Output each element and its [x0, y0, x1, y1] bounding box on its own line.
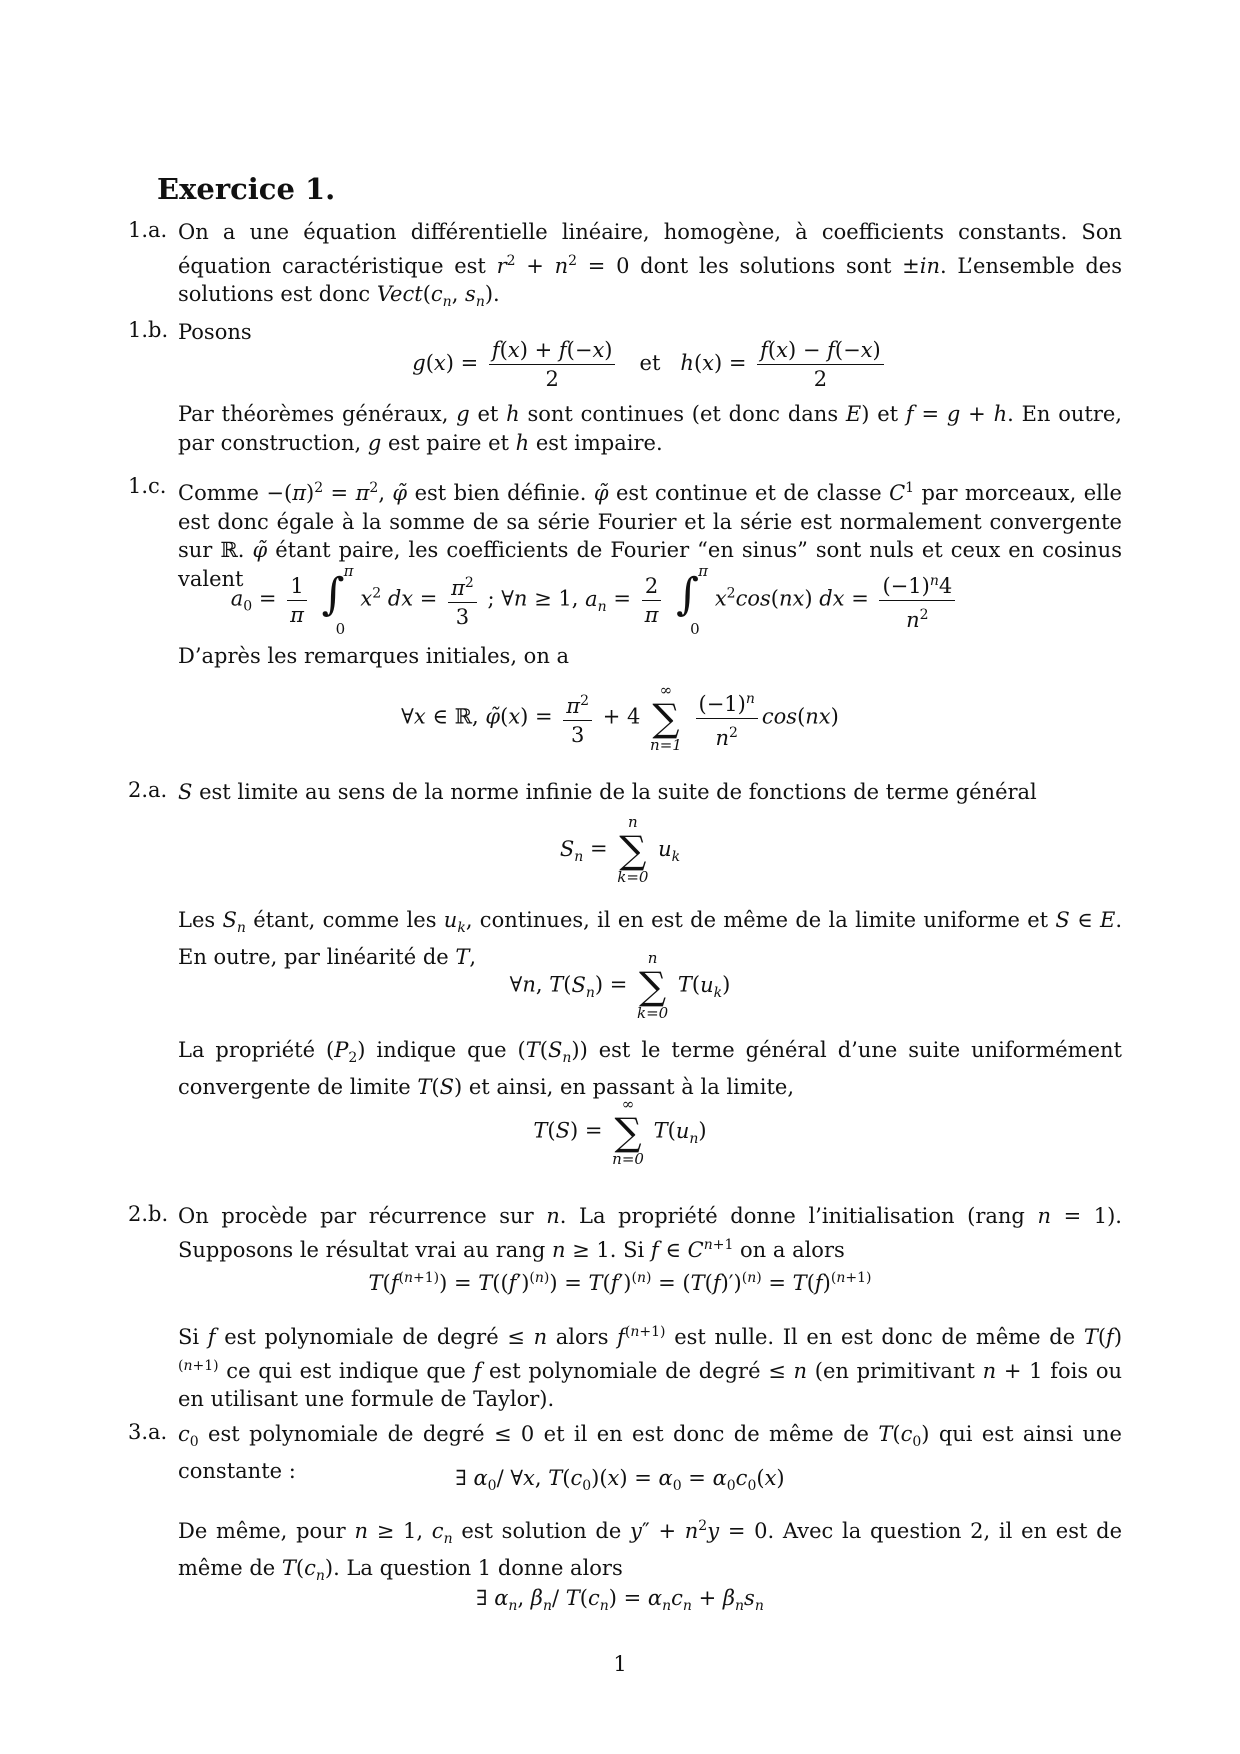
equation-fourier-coefficients: $a_0$ = $\frac{1}{\pi}$ ∫ π 0 $x^2$ dx = $\frac{\pi^2}{3}$ ; ∀n ≥ 1, $a_n$ = $\frac{2}{\pi}$ ∫ π 0 $x^2\cos(nx)$ dx = $\frac{(-1)^n4}{n^2}$ — [0, 566, 1215, 634]
paragraph-2b-continued: Si f est polynomiale de degré ≤ n alors $f^{(n+1)}$ est nulle. Il en est donc de même de $T(f)^{(n+1)}$ ce qui est indique que f est polynomiale de degré ≤ n (en primitivant n + 1 fois ou en utilisant une formule de Taylor). — [178, 1324, 1123, 1411]
equation-derivatives: $T(f^{(n+1)}) = T((f')^{(n)}) = T(f')^{(n)} = (T(f)')^{(n)} = T(f)^{(n+1)}$ — [368, 1270, 872, 1295]
item-label-1c: 1.c. — [128, 474, 167, 498]
paragraph-2b: On procède par récurrence sur n. La propriété donne l’initialisation (rang n = 1). Supposons le résultat vrai au rang n ≥ 1. Si f ∈ $C^{n+1}$ on a alors — [178, 1204, 1122, 1262]
equation-alpha-beta: ∃ $\alpha_n$, $\beta_n/$ $T(c_n) = \alpha_nc_n + \beta_ns_n$ — [476, 1586, 764, 1615]
equation-limit: T(S) = ∞ ∑ n=0 $T(u_n)$ — [533, 1095, 707, 1168]
paragraph-3a-continued: De même, pour n ≥ 1, $c_n$ est solution de $y'' + n^2y = 0$. Avec la question 2, il en est de même de $T(c_n)$. La question 1 donne alors — [178, 1518, 1123, 1584]
page-number: 1 — [613, 1652, 627, 1676]
paragraph-1c: Comme $-(\pi)^2 = \pi^2$, φ̃ est bien définie. φ̃ est continue et de classe $C^1$ par morceaux, elle est donc égale à la somme de sa série Fourier et la série est normalement convergente sur ℝ. φ̃ étant paire, les coefficients de Fourier “en sinus” sont nuls et ceux en cosinus valent — [178, 480, 1122, 591]
item-label-3a: 3.a. — [128, 1420, 168, 1444]
equation-linearity: ∀n, $T(S_n)$ = n ∑ k=0 $T(u_k)$ — [509, 949, 731, 1022]
paragraph-2a-continued: Les $S_n$ étant, comme les $u_k$, continues, il en est de même de la limite uniforme et S ∈ E. En outre, par linéarité de T, — [178, 908, 1122, 969]
paragraph-2a-p2: La propriété $(P_2)$ indique que $(T(S_n))$ est le terme général d’une suite uniformément convergente de limite T(S) et ainsi, en passant à la limite, — [178, 1038, 1122, 1099]
item-label-2b: 2.b. — [128, 1202, 169, 1226]
item-label-2a: 2.a. — [128, 778, 168, 802]
equation-g-h: g(x) = $\frac{f(x) + f(-x)}{2}$ et h(x) = $\frac{f(x) - f(-x)}{2}$ — [30, 336, 1240, 393]
equation-partial-sum: $S_n$ = n ∑ k=0 $u_k$ — [559, 813, 681, 886]
paragraph-1b-intro: Posons — [178, 320, 252, 344]
item-label-1b: 1.b. — [128, 318, 169, 342]
paragraph-1c-dapres: D’après les remarques initiales, on a — [178, 644, 570, 668]
exercise-heading: Exercice 1. — [157, 172, 336, 206]
paragraph-3a: $c_0$ est polynomiale de degré ≤ 0 et il en est donc de même de $T(c_0)$ qui est ainsi une constante : — [178, 1422, 1122, 1483]
word-et: et — [639, 351, 661, 375]
paragraph-1b: Par théorèmes généraux, g et h sont continues (et donc dans E) et f = g + h. En outre, par construction, g est paire et h est impaire. — [178, 402, 1122, 455]
paragraph-1a: On a une équation différentielle linéaire, homogène, à coefficients constants. Son équation caractéristique est $r^2 + n^2 = 0$ dont les solutions sont ±in. L’ensemble des solutions est donc $Vect(c_n$, $s_n$). — [178, 220, 1122, 311]
equation-alpha0: ∃ $\alpha_0/$ ∀x, $T(c_0)(x) = \alpha_0 = \alpha_0c_0(x)$ — [455, 1466, 785, 1495]
equation-fourier-series: ∀x ∈ ℝ, φ̃(x) = $\frac{\pi^2}{3}$ + 4 ∞ ∑ n=1 $\frac{(-1)^n}{n^2}$ cos(nx) — [401, 681, 839, 754]
paragraph-2a: S est limite au sens de la norme infinie de la suite de fonctions de terme général — [178, 780, 1037, 804]
item-label-1a: 1.a. — [128, 218, 168, 242]
